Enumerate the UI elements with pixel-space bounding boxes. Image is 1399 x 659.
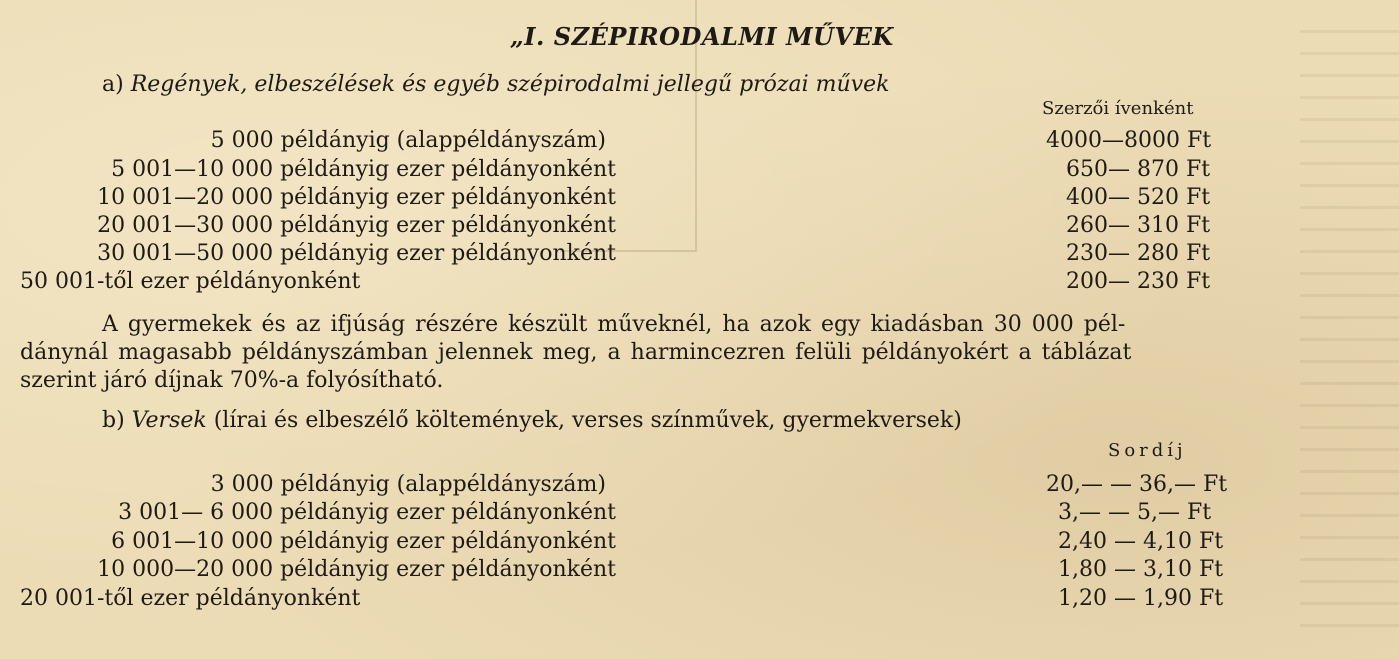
section-b-title: Versek: [131, 408, 207, 433]
table-row-value: 20,— — 36,— Ft: [1046, 472, 1228, 497]
bleed-through-text: [1300, 30, 1399, 630]
table-row-value: 1,80 — 3,10 Ft: [1058, 557, 1224, 582]
table-row-range: 20 001—30 000 példányig ezer példányonként: [97, 213, 616, 238]
section-a-column-header: Szerzői ívenként: [1042, 98, 1194, 119]
table-row-value: 2,40 — 4,10 Ft: [1058, 529, 1224, 554]
table-row-value: 400— 520 Ft: [1066, 185, 1211, 210]
section-title: „I. SZÉPIRODALMI MŰVEK: [510, 22, 894, 51]
section-b-label: b): [102, 408, 125, 433]
section-b-column-header: Sordíj: [1108, 440, 1187, 461]
section-a-title: Regények, elbeszélések és egyéb szépirodalmi jellegű prózai művek: [130, 72, 890, 97]
table-row-value: 230— 280 Ft: [1066, 241, 1211, 266]
table-row-range: 10 001—20 000 példányig ezer példányonként: [97, 185, 616, 210]
section-a-label: a): [102, 72, 124, 97]
section-b-heading: [102, 408, 962, 433]
table-row-value: 200— 230 Ft: [1066, 269, 1211, 294]
note-line: szerint járó díjnak 70%-a folyósítható.: [20, 368, 444, 393]
table-row-range: 3 000 példányig (alappéldányszám): [210, 472, 606, 497]
table-row-value: 260— 310 Ft: [1066, 213, 1211, 238]
note-line: A gyermekek és az ifjúság részére készült műveknél, ha azok egy kiadásban 30 000 pél-: [102, 312, 1126, 337]
table-row-range: 20 001-től ezer példányonként: [20, 586, 361, 611]
table-row-range: 5 000 példányig (alappéldányszám): [210, 128, 606, 153]
table-row-range: 50 001-től ezer példányonként: [20, 269, 361, 294]
table-row-range: 10 000—20 000 példányig ezer példányonként: [97, 557, 616, 582]
table-row-range: 5 001—10 000 példányig ezer példányonként: [111, 157, 616, 182]
section-b-title-rest: (lírai és elbeszélő költemények, verses színművek, gyermekversek): [213, 408, 962, 433]
section-a-heading: [102, 72, 889, 97]
note-line: dánynál magasabb példányszámban jelennek meg, a harmincezren felüli példányokért a táblázat: [20, 340, 1132, 365]
table-row-value: 3,— — 5,— Ft: [1058, 500, 1212, 525]
table-row-value: 1,20 — 1,90 Ft: [1058, 586, 1224, 611]
table-row-range: 6 001—10 000 példányig ezer példányonként: [111, 529, 616, 554]
table-row-range: 30 001—50 000 példányig ezer példányonként: [97, 241, 616, 266]
table-row-range: 3 001— 6 000 példányig ezer példányonként: [118, 500, 616, 525]
table-row-value: 650— 870 Ft: [1066, 157, 1211, 182]
table-row-value: 4000—8000 Ft: [1046, 128, 1212, 153]
